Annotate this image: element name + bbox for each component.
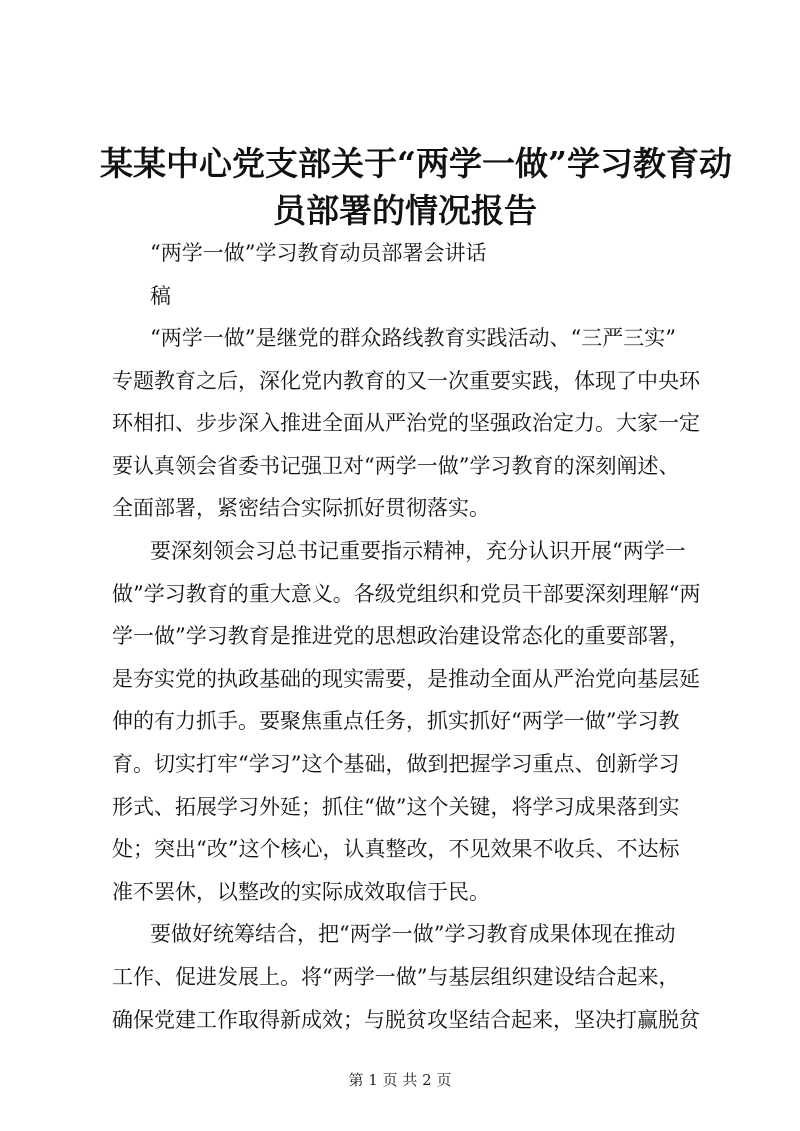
document-title: [100, 140, 732, 234]
paragraph-line: 育。切实打牢“学习”这个基础，做到把握学习重点、创新学习: [112, 751, 680, 776]
paragraph-line: 处；突出“改”这个核心，认真整改，不见效果不收兵、不达标: [112, 837, 680, 862]
paragraph-line: 要做好统筹结合，把“两学一做”学习教育成果体现在推动: [150, 922, 676, 947]
paragraph-line: 学一做”学习教育是推进党的思想政治建设常态化的重要部署，: [112, 624, 690, 649]
page-footer: [0, 1070, 800, 1090]
paragraph-line: “两学一做”是继党的群众路线教育实践活动、“三严三实”: [150, 326, 676, 350]
paragraph-line: 确保党建工作取得新成效；与脱贫攻坚结合起来，坚决打赢脱贫: [112, 1007, 700, 1032]
paragraph-line: 是夯实党的执政基础的现实需要，是推动全面从严治党向基层延: [112, 666, 700, 691]
paragraph-2: [112, 530, 712, 913]
paragraph-line: 要深刻领会习总书记重要指示精神，充分认识开展“两学一: [150, 538, 686, 563]
subtitle-line-2: 稿: [150, 284, 171, 308]
paragraph-line: 要认真领会省委书记强卫对“两学一做”学习教育的深刻阐述、: [112, 453, 680, 478]
title-line-1: 某某中心党支部关于“两学一做”学习教育动: [100, 144, 732, 183]
paragraph-1: [112, 317, 712, 530]
document-body: [112, 317, 712, 1041]
paragraph-line: 伸的有力抓手。要聚焦重点任务，抓实抓好“两学一做”学习教: [112, 709, 680, 734]
paragraph-line: 准不罢休，以整改的实际成效取信于民。: [112, 879, 490, 904]
paragraph-line: 全面部署，紧密结合实际抓好贯彻落实。: [112, 496, 490, 521]
paragraph-3: [112, 913, 712, 1041]
paragraph-line: 专题教育之后，深化党内教育的又一次重要实践，体现了中央环: [112, 368, 700, 393]
paragraph-line: 工作、促进发展上。将“两学一做”与基层组织建设结合起来，: [112, 964, 680, 989]
paragraph-line: 环相扣、步步深入推进全面从严治党的坚强政治定力。大家一定: [112, 411, 700, 436]
paragraph-line: 做”学习教育的重大意义。各级党组织和党员干部要深刻理解“两: [112, 581, 701, 606]
document-subtitle: [112, 232, 712, 318]
paragraph-line: 形式、拓展学习外延；抓住“做”这个关键，将学习成果落到实: [112, 794, 680, 819]
subtitle-line-1: “两学一做”学习教育动员部署会讲话: [150, 241, 487, 265]
title-line-2: 员部署的情况报告: [273, 191, 537, 230]
page-number-label: 第 1 页 共 2 页: [348, 1071, 452, 1089]
